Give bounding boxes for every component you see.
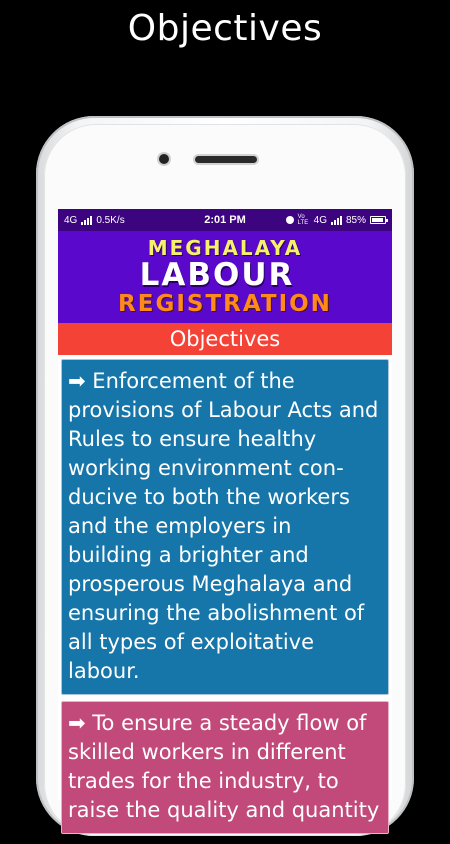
section-title: Objectives bbox=[58, 323, 392, 355]
objective-card bbox=[61, 701, 389, 834]
arrow-icon: ➡ bbox=[68, 369, 86, 393]
objective-card bbox=[61, 359, 389, 695]
app-screen bbox=[58, 209, 392, 822]
network-speed: 0.5K/s bbox=[96, 214, 125, 226]
earpiece-speaker bbox=[195, 156, 257, 163]
signal-icon-right bbox=[331, 216, 342, 225]
app-banner bbox=[58, 231, 392, 323]
status-time: 2:01 PM bbox=[204, 214, 246, 226]
objective-text: To ensure a steady flow of skilled workers in different trades for the industry, to raise the quality and quantity bbox=[68, 711, 380, 822]
objectives-list[interactable] bbox=[58, 355, 392, 844]
banner-line-meghalaya: MEGHALAYA bbox=[147, 236, 303, 260]
banner-line-registration: REGISTRATION bbox=[118, 291, 332, 317]
network-type: 4G bbox=[64, 214, 78, 226]
battery-icon bbox=[370, 216, 386, 224]
arrow-icon: ➡ bbox=[68, 711, 86, 735]
alarm-icon bbox=[286, 216, 294, 224]
objective-text: Enforcement of the provisions of Labour Acts and Rules to ensure healthy working environment con-ducive to both the workers and the employers in building a brighter and prosperous Meghalaya and ensuring the abolishment of all types of exploitative labour. bbox=[68, 369, 379, 683]
battery-percent: 85% bbox=[346, 214, 367, 226]
signal-icon bbox=[81, 216, 92, 225]
network-type-right: 4G bbox=[313, 214, 327, 226]
volte-label: Vo LTE bbox=[297, 214, 309, 226]
promo-title: Objectives bbox=[127, 8, 323, 49]
front-camera-icon bbox=[159, 154, 169, 164]
banner-line-labour: LABOUR bbox=[139, 257, 295, 293]
status-bar bbox=[58, 209, 392, 231]
